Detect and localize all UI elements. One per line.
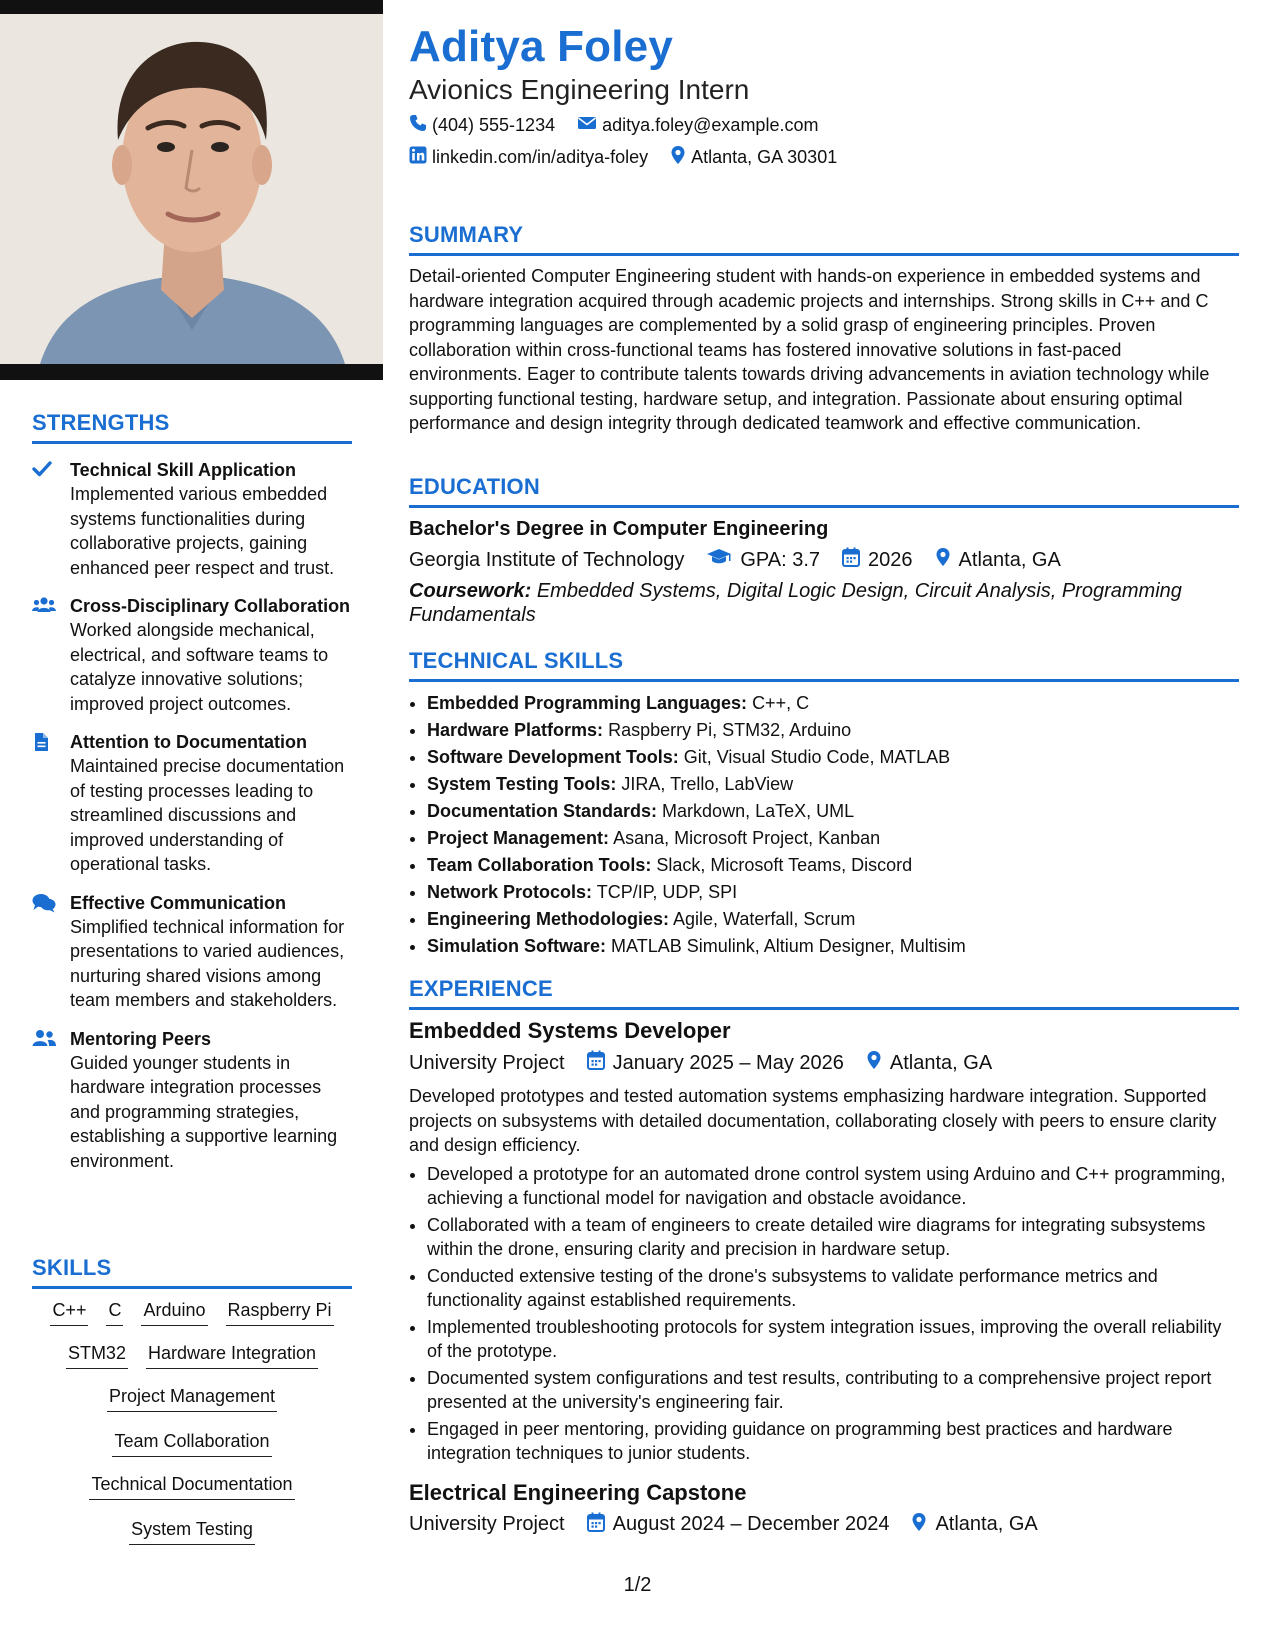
strength-title: Effective Communication (70, 892, 287, 913)
contact-row (409, 114, 818, 137)
technical-skills-divider (409, 679, 1239, 682)
linkedin-link[interactable]: linkedin.com/in/aditya-foley (432, 147, 649, 167)
email-link[interactable]: aditya.foley@example.com (602, 115, 819, 135)
education-divider (409, 505, 1239, 508)
list-item (427, 879, 1239, 906)
job-meta (409, 1512, 1239, 1538)
left-column (0, 0, 383, 1650)
contact-row (409, 145, 837, 170)
skills-heading: SKILLS (32, 1255, 112, 1280)
list-item (427, 690, 1239, 717)
job-bullets (409, 1162, 1239, 1466)
skill-label: Team Collaboration Tools: (427, 855, 652, 875)
list-item (427, 825, 1239, 852)
strength-title: Technical Skill Application (70, 460, 297, 480)
strength-item (32, 730, 352, 877)
skill-tag: Team Collaboration (112, 1430, 271, 1457)
skills-row (32, 1473, 352, 1500)
list-item (427, 852, 1239, 879)
skill-label: Network Protocols: (427, 882, 593, 902)
location-text: Atlanta, GA 30301 (691, 147, 838, 167)
strength-description: Maintained precise documentation of testing processes leading to streamlined discussions and improved understanding of operational tasks. (70, 756, 345, 874)
list-item: • Engaged in peer mentoring, providing guidance on programming best practices and hardware integration techniques to junior students. (427, 1417, 1239, 1466)
education-heading: EDUCATION (409, 474, 540, 499)
calendar-icon (587, 1512, 605, 1538)
skill-tag: System Testing (129, 1518, 255, 1545)
education-section (409, 474, 1239, 627)
technical-skills-heading: TECHNICAL SKILLS (409, 648, 624, 673)
skills-row (32, 1342, 352, 1369)
gpa-text: GPA: 3.7 (740, 548, 821, 571)
skill-value: Raspberry Pi, STM32, Arduino (608, 720, 852, 740)
strength-title: Attention to Documentation (70, 732, 307, 752)
strength-item (32, 891, 352, 1013)
strength-description: Simplified technical information for presentations to varied audiences, nurturing shared visions among team members and stakeholders. (70, 916, 345, 1010)
job-organization: University Project (409, 1513, 565, 1535)
job-title: Electrical Engineering Capstone (409, 1479, 747, 1505)
list-item: • Developed a prototype for an automated drone control system using Arduino and C++ programming, achieving a functional model for navigation and obstacle avoidance. (427, 1162, 1239, 1211)
phone-icon (409, 114, 427, 137)
strength-description: Guided younger students in hardware integration processes and programming strategies, establishing a supportive learning environment. (70, 1052, 338, 1171)
location-pin-icon (670, 145, 686, 170)
strength-item (32, 1027, 352, 1174)
check-icon (32, 460, 54, 480)
strength-item (32, 458, 352, 580)
skill-value: Asana, Microsoft Project, Kanban (613, 828, 881, 848)
list-item (427, 744, 1239, 771)
phone-text: (404) 555-1234 (432, 115, 556, 135)
document-icon (32, 732, 54, 752)
page-number: 1/2 (623, 1574, 652, 1596)
list-item: • Implemented troubleshooting protocols for system integration issues, improving the overall reliability of the prototype. (427, 1315, 1239, 1364)
candidate-name: Aditya Foley (409, 22, 674, 71)
summary-divider (409, 253, 1239, 256)
skill-tag: C (106, 1299, 123, 1326)
summary-heading: SUMMARY (409, 222, 524, 247)
strengths-divider (32, 441, 352, 444)
job-location: Atlanta, GA (889, 1051, 993, 1074)
skill-label: Software Development Tools: (427, 747, 679, 767)
strengths-section (32, 410, 352, 1173)
job-dates: January 2025 – May 2026 (612, 1051, 844, 1074)
technical-skills-list (409, 690, 1239, 960)
profile-photo (0, 0, 383, 380)
job-summary: Developed prototypes and tested automation systems emphasizing hardware integration. Supported projects on subsystems with detailed documentation, collaborating closely with peers to ensure clarity and design efficiency. (409, 1086, 1217, 1155)
education-meta (409, 547, 1239, 573)
strength-title: Mentoring Peers (70, 1028, 212, 1049)
skill-value: JIRA, Trello, LabView (621, 774, 794, 794)
email-contact[interactable] (577, 115, 818, 136)
skill-label: Documentation Standards: (427, 801, 658, 821)
skill-tag: Hardware Integration (146, 1342, 318, 1369)
skills-row (32, 1299, 352, 1326)
skills-tags (32, 1299, 352, 1545)
skill-label: Embedded Programming Languages: (427, 693, 748, 713)
list-item: • Collaborated with a team of engineers to create detailed wire diagrams for integrating subsystems within the drone, ensuring clarity and precision in hardware setup. (427, 1213, 1239, 1262)
comments-icon (32, 893, 54, 913)
skill-value: Slack, Microsoft Teams, Discord (656, 855, 913, 875)
location-pin-icon (866, 1050, 882, 1076)
list-item (427, 771, 1239, 798)
graduation-cap-icon (706, 548, 732, 572)
skill-tag: Raspberry Pi (226, 1299, 334, 1326)
skill-value: Markdown, LaTeX, UML (662, 801, 855, 821)
strength-item (32, 594, 352, 716)
strength-title: Cross-Disciplinary Collaboration (70, 596, 351, 616)
coursework (409, 579, 1239, 627)
phone-contact (409, 114, 555, 137)
skill-label: Project Management: (427, 828, 610, 848)
experience-divider (409, 1007, 1239, 1010)
skill-tag: Arduino (141, 1299, 207, 1326)
list-item (427, 906, 1239, 933)
graduation-year: 2026 (868, 548, 913, 571)
location-pin-icon (911, 1512, 927, 1538)
summary-section (409, 222, 1239, 436)
skill-label: Simulation Software: (427, 936, 607, 956)
technical-skills-section (409, 648, 1239, 960)
list-item (427, 798, 1239, 825)
coursework-list: Embedded Systems, Digital Logic Design, Circuit Analysis, Programming Fundamentals (409, 580, 1182, 626)
list-item (427, 933, 1239, 960)
school-location: Atlanta, GA (958, 548, 1061, 571)
job-dates: August 2024 – December 2024 (612, 1513, 890, 1535)
job-location: Atlanta, GA (935, 1513, 1038, 1535)
skills-divider (32, 1286, 352, 1289)
skill-tag: C++ (50, 1299, 88, 1326)
list-item (427, 717, 1239, 744)
skills-section (32, 1255, 352, 1545)
user-group-icon (32, 1029, 54, 1049)
location-pin-icon (935, 547, 951, 573)
list-item: • Conducted extensive testing of the drone's subsystems to validate performance metrics and functionality against established requirements. (427, 1264, 1239, 1313)
school-name: Georgia Institute of Technology (409, 548, 685, 571)
candidate-role: Avionics Engineering Intern (409, 74, 750, 105)
job-organization: University Project (409, 1051, 565, 1074)
skill-value: C++, C (752, 693, 810, 713)
skill-label: Engineering Methodologies: (427, 909, 669, 929)
calendar-icon (587, 1050, 605, 1076)
degree-title: Bachelor's Degree in Computer Engineering (409, 518, 829, 540)
calendar-icon (842, 547, 860, 573)
list-item: • Documented system configurations and test results, contributing to a comprehensive project report presented at the university's engineering fair. (427, 1366, 1239, 1415)
skill-value: Agile, Waterfall, Scrum (673, 909, 856, 929)
skills-row (32, 1518, 352, 1545)
experience-section (409, 976, 1239, 1538)
coursework-label: Coursework: (409, 580, 532, 602)
skill-label: System Testing Tools: (427, 774, 617, 794)
skill-value: Git, Visual Studio Code, MATLAB (683, 747, 951, 767)
envelope-icon (577, 115, 597, 136)
skills-row (32, 1385, 352, 1412)
strength-description: Implemented various embedded systems functionalities during collaborative projects, gaining enhanced peer respect and trust. (70, 484, 335, 578)
skill-tag: Project Management (107, 1385, 277, 1412)
strengths-heading: STRENGTHS (32, 410, 170, 435)
job-meta (409, 1050, 1239, 1076)
strength-description: Worked alongside mechanical, electrical, and software teams to catalyze innovative solutions; improved project outcomes. (70, 620, 329, 714)
skills-row (32, 1430, 352, 1457)
portrait-illustration (0, 0, 383, 380)
skill-value: MATLAB Simulink, Altium Designer, Multisim (611, 936, 966, 956)
skill-tag: Technical Documentation (89, 1473, 294, 1500)
location-contact (670, 145, 837, 170)
skill-value: TCP/IP, UDP, SPI (596, 882, 738, 902)
linkedin-icon (409, 146, 427, 169)
experience-heading: EXPERIENCE (409, 976, 553, 1001)
skill-tag: STM32 (66, 1342, 128, 1369)
linkedin-contact[interactable] (409, 146, 648, 169)
skill-label: Hardware Platforms: (427, 720, 604, 740)
summary-text: Detail-oriented Computer Engineering student with hands-on experience in embedded systems and hardware integration acquired through academic projects and internships. Strong skills in C++ and C programming languages are complemented by a solid grasp of engineering principles. Proven collaboration within cross-functional teams has fostered innovative solutions in fast-paced environments. Eager to contribute talents towards driving advancements in aviation technology while supporting functional testing, hardware setup, and integration. Passionate about ensuring optimal performance and design integrity through dedicated teamwork and effective communication. (409, 266, 1210, 433)
users-icon (32, 596, 54, 616)
job-title: Embedded Systems Developer (409, 1018, 731, 1043)
